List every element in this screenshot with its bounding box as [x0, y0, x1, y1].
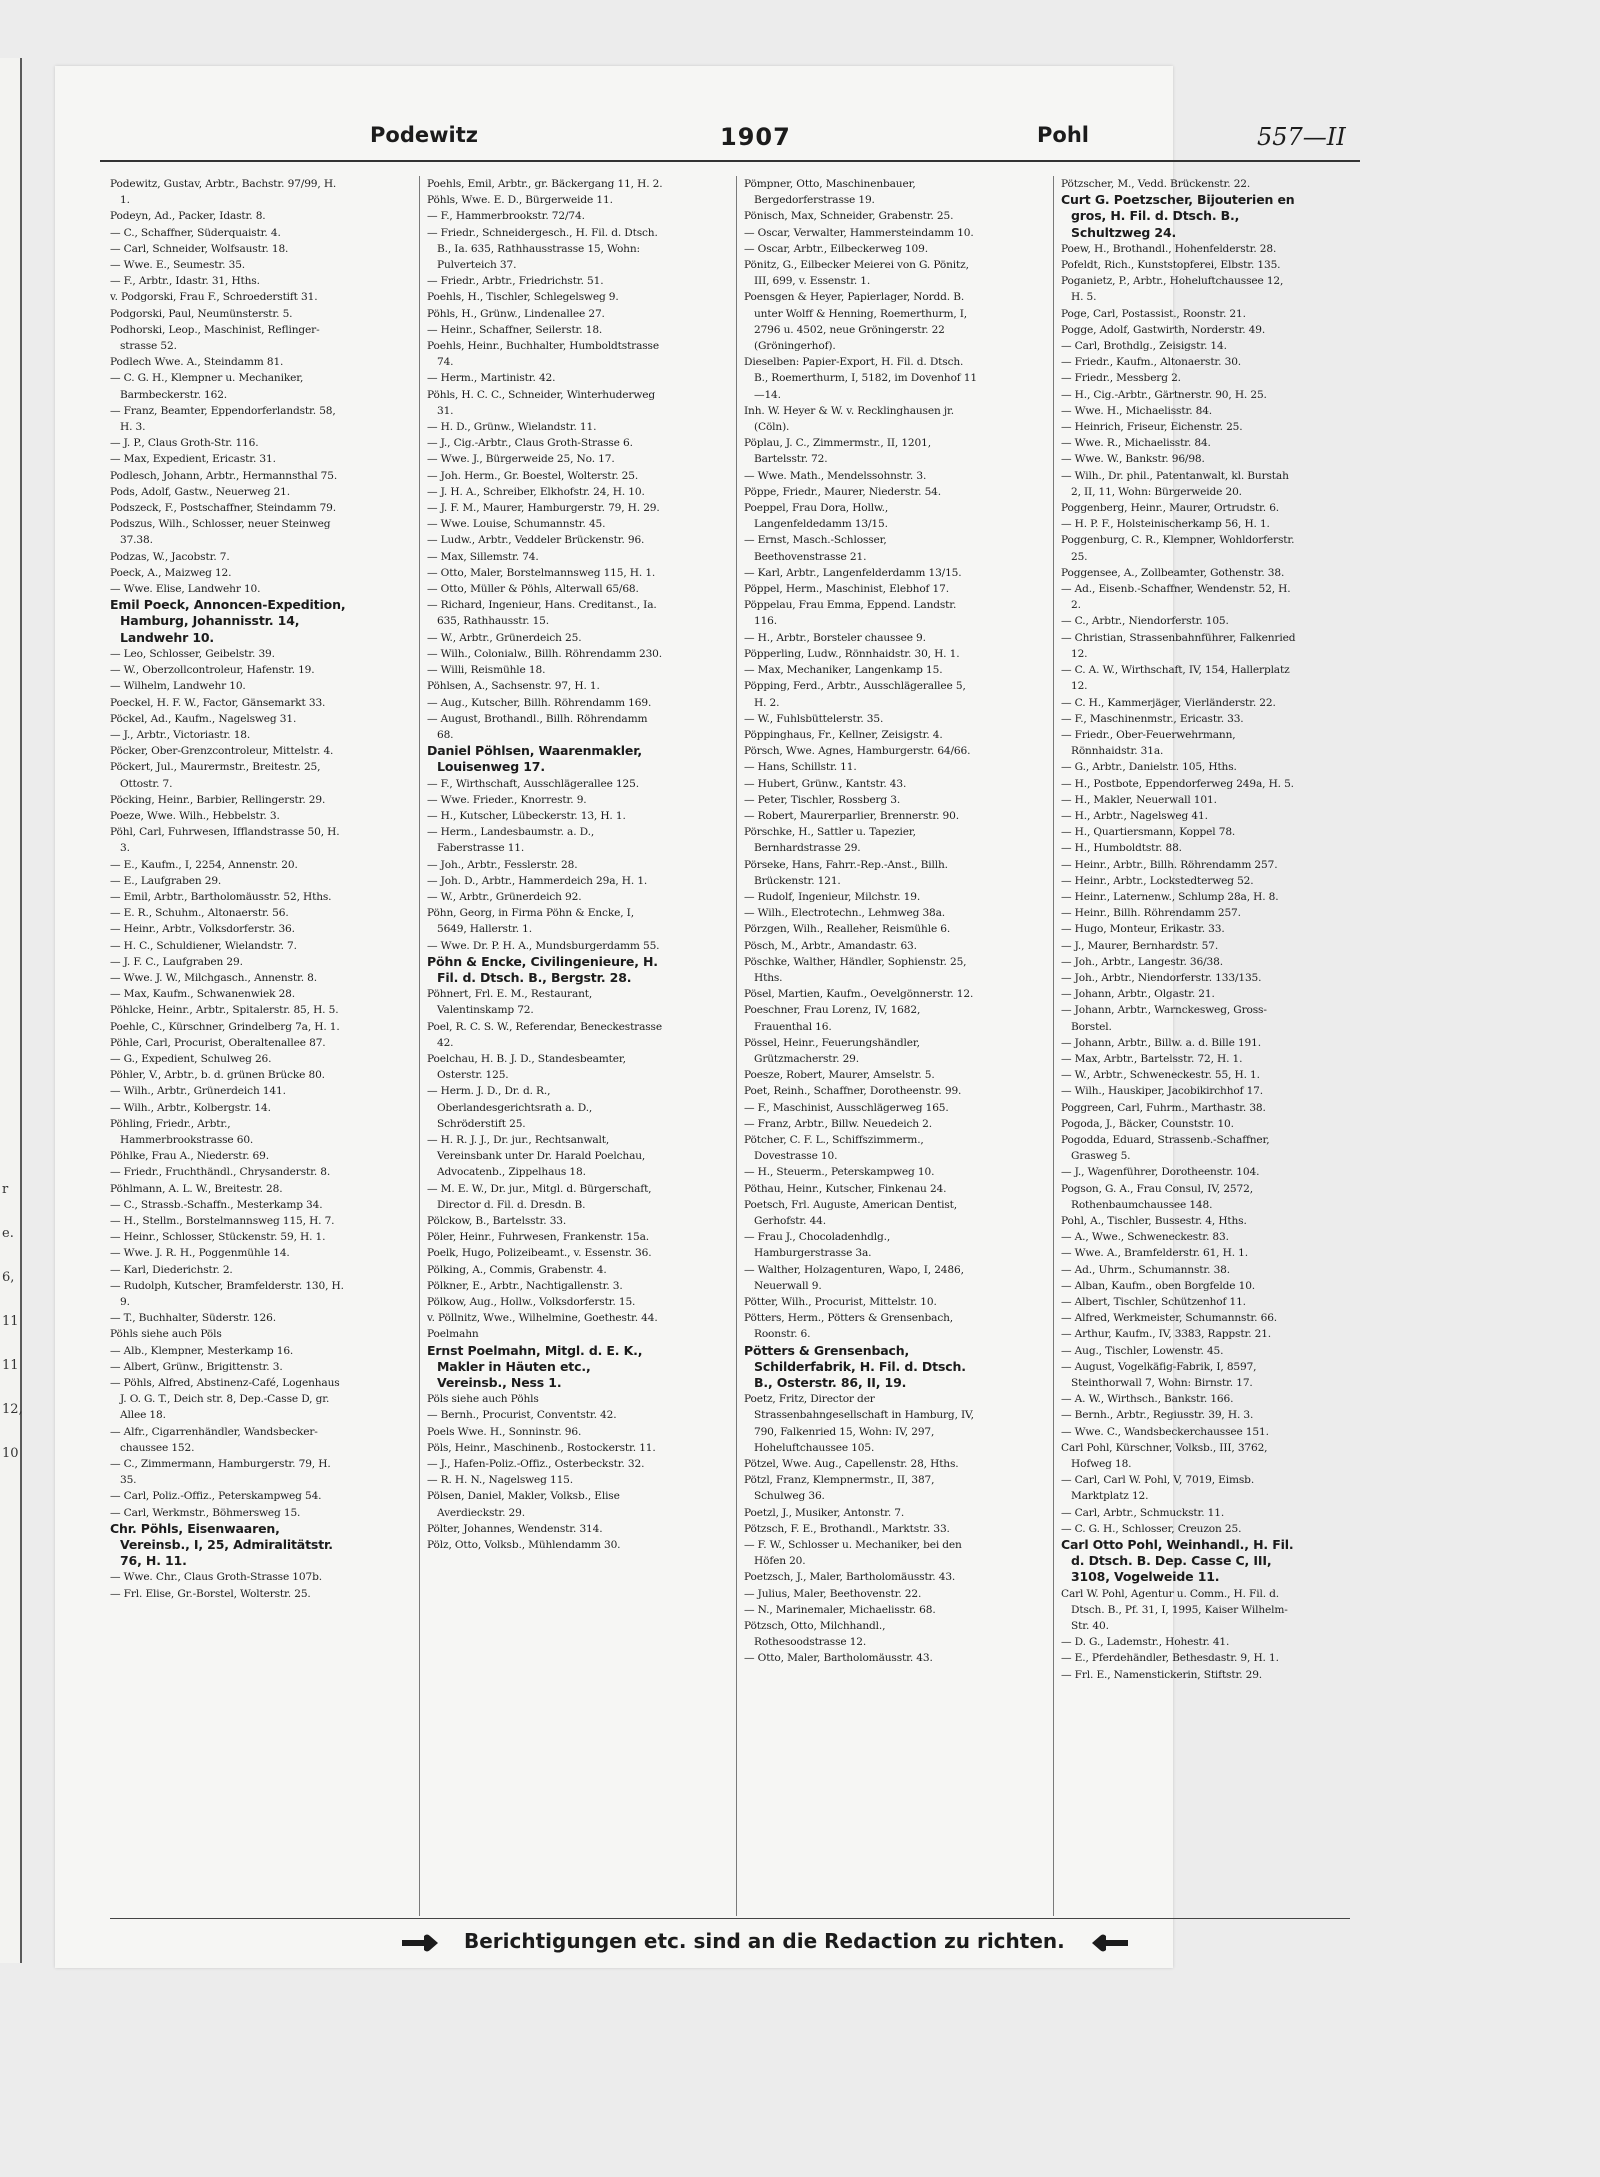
directory-entry: — E., Pferdehändler, Bethesdastr. 9, H. 1. — [1061, 1652, 1279, 1665]
directory-entry: — Wwe. Chr., Claus Groth-Strasse 107b. — [110, 1571, 322, 1584]
directory-entry: Podgorski, Paul, Neumünsterstr. 5. — [110, 307, 293, 320]
directory-entry: — H., Kutscher, Lübeckerstr. 13, H. 1. — [427, 809, 626, 822]
directory-entry: — Friedr., Fruchthändl., Chrysanderstr. 8. — [110, 1166, 331, 1179]
directory-entry: Pöhler, V., Arbtr., b. d. grünen Brücke 80. — [110, 1069, 325, 1082]
directory-entry: Poeschner, Frau Lorenz, IV, 1682, Frauenthal 16. — [744, 1004, 921, 1033]
directory-entry: — Carl, Brothdlg., Zeisigstr. 14. — [1061, 340, 1227, 353]
directory-entry: — F., Hammerbrookstr. 72/74. — [427, 210, 585, 223]
directory-entry: — W., Oberzollcontroleur, Hafenstr. 19. — [110, 664, 315, 677]
directory-entry: Pöhlsen, A., Sachsenstr. 97, H. 1. — [427, 680, 600, 693]
directory-entry: — W., Arbtr., Grünerdeich 25. — [427, 631, 582, 644]
directory-entry: — N., Marinemaler, Michaelisstr. 68. — [744, 1603, 936, 1616]
directory-entry: Poel, R. C. S. W., Referendar, Beneckestrasse 42. — [427, 1020, 662, 1049]
directory-entry: — Heinr., Arbtr., Lockstedterweg 52. — [1061, 874, 1254, 887]
adjacent-page-edge — [0, 58, 22, 1963]
directory-entry: Poetz, Fritz, Director der Strassenbahngesellschaft in Hamburg, IV, 790, Falkenried 15, Wohn: IV, 297, Hoheluftchaussee 105. — [744, 1393, 974, 1454]
directory-entry: — Joh. D., Arbtr., Hammerdeich 29a, H. 1. — [427, 874, 648, 887]
directory-entry: — Heinr., Arbtr., Billh. Röhrendamm 257. — [1061, 858, 1278, 871]
directory-entry: Pöhlcke, Heinr., Arbtr., Spitalerstr. 85, H. 5. — [110, 1004, 339, 1017]
pointing-hand-icon — [1090, 1932, 1130, 1954]
directory-entry: — H., Stellm., Borstelmannsweg 115, H. 7. — [110, 1215, 335, 1227]
header-year: 1907 — [720, 123, 791, 151]
directory-entry: — Karl, Diederichstr. 2. — [110, 1263, 233, 1276]
directory-entry: — Wwe. Math., Mendelssohnstr. 3. — [744, 469, 927, 482]
directory-entry: Pöpping, Ferd., Arbtr., Ausschlägerallee 5, H. 2. — [744, 680, 966, 709]
directory-entry: — Alfred, Werkmeister, Schumannstr. 66. — [1061, 1312, 1278, 1325]
adjacent-mark: 10 — [2, 1446, 19, 1461]
page-header — [100, 115, 1360, 155]
directory-entry: Pötcher, C. F. L., Schiffszimmerm., Dovestrasse 10. — [744, 1133, 924, 1163]
directory-entry: — Ad., Eisenb.-Schaffner, Wendenstr. 52, H. 2. — [1061, 583, 1291, 612]
directory-entry: Poetzl, J., Musiker, Antonstr. 7. — [744, 1506, 905, 1519]
directory-entry: — Wwe. E., Seumestr. 35. — [110, 259, 245, 272]
directory-entry: Poeckel, H. F. W., Factor, Gänsemarkt 33. — [110, 696, 326, 709]
directory-entry: Pölz, Otto, Volksb., Mühlendamm 30. — [427, 1539, 621, 1552]
directory-entry: — Wilh., Colonialw., Billh. Röhrendamm 230. — [427, 647, 662, 660]
directory-entry: — Joh., Arbtr., Niendorferstr. 133/135. — [1061, 971, 1262, 984]
directory-entry: — C., Strassb.-Schaffn., Mesterkamp 34. — [110, 1198, 323, 1211]
directory-column-2 — [427, 176, 663, 1916]
directory-entry: — August, Brothandl., Billh. Röhrendamm 68. — [427, 712, 648, 741]
directory-entry: Pösel, Martien, Kaufm., Oevelgönnerstr. 12. — [744, 988, 974, 1001]
directory-entry: — H., Quartiersmann, Koppel 78. — [1061, 826, 1236, 839]
directory-entry: Pötzsch, Otto, Milchhandl., Rothesoodstrasse 12. — [744, 1620, 886, 1649]
directory-entry: — F., Maschinenmstr., Ericastr. 33. — [1061, 712, 1244, 725]
directory-entry: — A., Wwe., Schweneckestr. 83. — [1061, 1231, 1229, 1244]
directory-entry: — Leo, Schlosser, Geibelstr. 39. — [110, 647, 275, 660]
directory-entry: — H., Steuerm., Peterskampweg 10. — [744, 1166, 935, 1179]
directory-entry: Inh. W. Heyer & W. v. Recklinghausen jr. (Cöln). — [744, 404, 954, 434]
directory-entry: — Wwe. J., Bürgerweide 25, No. 17. — [427, 453, 615, 466]
directory-entry: Poesze, Robert, Maurer, Amselstr. 5. — [744, 1069, 935, 1082]
directory-entry: — H., Humboldtstr. 88. — [1061, 842, 1182, 855]
directory-entry: Pölsen, Daniel, Makler, Volksb., Elise Averdieckstr. 29. — [427, 1490, 620, 1519]
directory-entry: Poeppel, Frau Dora, Hollw., Langenfeldedamm 13/15. — [744, 502, 889, 531]
directory-entry: Daniel Pöhlsen, Waarenmakler, Louisenweg 17. — [427, 743, 642, 775]
directory-entry: — Wwe. R., Michaelisstr. 84. — [1061, 437, 1211, 450]
directory-entry: Poehls, Heinr., Buchhalter, Humboldtstrasse 74. — [427, 340, 659, 369]
directory-entry: — Franz, Arbtr., Billw. Neuedeich 2. — [744, 1117, 932, 1130]
directory-entry: — Friedr., Arbtr., Friedrichstr. 51. — [427, 275, 604, 288]
directory-entry: Pöcker, Ober-Grenzcontroleur, Mittelstr. 4. — [110, 745, 334, 758]
directory-entry: — Christian, Strassenbahnführer, Falkenried 12. — [1061, 631, 1296, 660]
adjacent-mark: 12, — [2, 1402, 23, 1417]
directory-entry: Pötters & Grensenbach, Schilderfabrik, H. Fil. d. Dtsch. B., Osterstr. 86, II, 19. — [744, 1342, 966, 1391]
directory-entry: Poew, H., Brothandl., Hohenfelderstr. 28. — [1061, 242, 1277, 255]
directory-entry: Pöppinghaus, Fr., Kellner, Zeisigstr. 4. — [744, 728, 943, 741]
directory-entry: — Franz, Beamter, Eppendorferlandstr. 58, H. 3. — [110, 404, 336, 434]
directory-entry: — Oscar, Arbtr., Eilbeckerweg 109. — [744, 242, 928, 255]
directory-entry: — H., Cig.-Arbtr., Gärtnerstr. 90, H. 25. — [1061, 388, 1267, 401]
directory-entry: Pods, Adolf, Gastw., Neuerweg 21. — [110, 485, 290, 498]
directory-entry: — C., Arbtr., Niendorferstr. 105. — [1061, 615, 1229, 628]
directory-entry: Pöpperling, Ludw., Rönnhaidstr. 30, H. 1. — [744, 647, 960, 660]
directory-entry: Pöhlke, Frau A., Niederstr. 69. — [110, 1150, 269, 1163]
directory-entry: Pösch, M., Arbtr., Amandastr. 63. — [744, 939, 917, 952]
footer-notice: Berichtigungen etc. sind an die Redaction zu richten. — [464, 1929, 1065, 1953]
directory-entry: — J. F. M., Maurer, Hamburgerstr. 79, H. 29. — [427, 502, 660, 515]
directory-entry: — Emil, Arbtr., Bartholomäusstr. 52, Hths. — [110, 890, 332, 903]
directory-entry: Pöhls siehe auch Pöls — [110, 1328, 222, 1341]
directory-entry: — Bernh., Arbtr., Regiusstr. 39, H. 3. — [1061, 1409, 1254, 1422]
directory-entry: — Wwe. W., Bankstr. 96/98. — [1061, 453, 1205, 466]
directory-entry: Pogodda, Eduard, Strassenb.-Schaffner, Grasweg 5. — [1061, 1133, 1270, 1163]
directory-entry: — T., Buchhalter, Süderstr. 126. — [110, 1312, 276, 1325]
directory-entry: Pörseke, Hans, Fahrr.-Rep.-Anst., Billh. Brückenstr. 121. — [744, 858, 948, 887]
directory-entry: — H., Arbtr., Nagelsweg 41. — [1061, 809, 1208, 822]
directory-entry: Podzas, W., Jacobstr. 7. — [110, 550, 230, 563]
directory-entry: — Karl, Arbtr., Langenfelderdamm 13/15. — [744, 566, 962, 579]
directory-entry: Poggensee, A., Zollbeamter, Gothenstr. 38. — [1061, 566, 1285, 579]
directory-entry: Pöschke, Walther, Händler, Sophienstr. 25, Hths. — [744, 955, 967, 984]
directory-entry: — Herm., Martinistr. 42. — [427, 372, 556, 385]
directory-entry: — Alfr., Cigarrenhändler, Wandsbecker-chaussee 152. — [110, 1425, 318, 1454]
directory-entry: — C. A. W., Wirthschaft, IV, 154, Hallerplatz 12. — [1061, 664, 1290, 693]
directory-entry: Pöls, Heinr., Maschinenb., Rostockerstr. 11. — [427, 1441, 656, 1454]
directory-entry: — R. H. N., Nagelsweg 115. — [427, 1474, 573, 1487]
header-rule — [100, 160, 1360, 162]
page-number: 557—II — [1257, 123, 1346, 151]
directory-entry: Pofeldt, Rich., Kunststopferei, Elbstr. 135. — [1061, 259, 1281, 272]
directory-entry: — Joh. Herm., Gr. Boestel, Wolterstr. 25. — [427, 469, 639, 482]
directory-entry: v. Pöllnitz, Wwe., Wilhelmine, Goethestr. 44. — [427, 1312, 658, 1325]
directory-entry: — Max, Arbtr., Bartelsstr. 72, H. 1. — [1061, 1052, 1243, 1065]
directory-entry: — Hubert, Grünw., Kantstr. 43. — [744, 777, 907, 790]
directory-entry: — Wwe. J. W., Milchgasch., Annenstr. 8. — [110, 971, 317, 984]
directory-entry: Poge, Carl, Postassist., Roonstr. 21. — [1061, 307, 1246, 320]
directory-entry: — Johann, Arbtr., Olgastr. 21. — [1061, 988, 1215, 1001]
directory-entry: — Hans, Schillstr. 11. — [744, 761, 857, 774]
directory-entry: — Wwe. H., Michaelisstr. 84. — [1061, 404, 1213, 417]
directory-entry: — Walther, Holzagenturen, Wapo, I, 2486, Neuerwall 9. — [744, 1263, 964, 1292]
directory-entry: — Max, Expedient, Ericastr. 31. — [110, 453, 276, 466]
adjacent-mark: 11 — [2, 1358, 19, 1373]
directory-entry: — F., Arbtr., Idastr. 31, Hths. — [110, 275, 260, 288]
directory-entry: — Richard, Ingenieur, Hans. Creditanst., Ia. 635, Rathhausstr. 15. — [427, 599, 657, 628]
directory-entry: — Friedr., Kaufm., Altonaerstr. 30. — [1061, 356, 1242, 369]
directory-entry: Pöhls, H., Grünw., Lindenallee 27. — [427, 307, 605, 320]
directory-entry: Pöppelau, Frau Emma, Eppend. Landstr. 116. — [744, 599, 957, 628]
directory-entry: — Wwe. Louise, Schumannstr. 45. — [427, 518, 606, 531]
directory-entry: Pöppel, Herm., Maschinist, Elebhof 17. — [744, 583, 949, 596]
directory-entry: Pölckow, B., Bartelsstr. 33. — [427, 1215, 567, 1227]
directory-entry: — H. D., Grünw., Wielandstr. 11. — [427, 421, 597, 434]
directory-entry: — Robert, Maurerparlier, Brennerstr. 90. — [744, 809, 959, 822]
directory-entry: Podewitz, Gustav, Arbtr., Bachstr. 97/99, H. 1. — [110, 178, 337, 207]
directory-entry: Pöls siehe auch Pöhls — [427, 1393, 539, 1406]
directory-entry: Podlech Wwe. A., Steindamm 81. — [110, 356, 284, 369]
directory-entry: — Albert, Grünw., Brigittenstr. 3. — [110, 1360, 283, 1373]
directory-entry: — G., Expedient, Schulweg 26. — [110, 1052, 272, 1065]
directory-entry: — W., Fuhlsbüttelerstr. 35. — [744, 712, 884, 725]
directory-entry: Pömpner, Otto, Maschinenbauer, Bergedorferstrasse 19. — [744, 178, 916, 207]
header-left-keyword: Podewitz — [370, 123, 478, 147]
directory-entry: Chr. Pöhls, Eisenwaaren, Vereinsb., I, 25, Admiralitätstr. 76, H. 11. — [110, 1520, 333, 1569]
directory-entry: — Heinr., Laternenw., Schlump 28a, H. 8. — [1061, 890, 1279, 903]
directory-entry: — Wwe. Dr. P. H. A., Mundsburgerdamm 55. — [427, 939, 660, 952]
pointing-hand-icon — [400, 1932, 440, 1954]
directory-entry: Pötters, Herm., Pötters & Grensenbach, Roonstr. 6. — [744, 1312, 954, 1341]
column-divider — [1053, 176, 1054, 1916]
directory-entry: — W., Arbtr., Grünerdeich 92. — [427, 890, 582, 903]
directory-entry: — Heinr., Schlosser, Stückenstr. 59, H. 1. — [110, 1231, 326, 1244]
directory-entry: Pöhn & Encke, Civilingenieure, H. Fil. d. Dtsch. B., Bergstr. 28. — [427, 953, 658, 985]
directory-entry: Pötzscher, M., Vedd. Brückenstr. 22. — [1061, 178, 1251, 190]
directory-entry: — Alban, Kaufm., oben Borgfelde 10. — [1061, 1279, 1255, 1292]
directory-entry: — Wilh., Dr. phil., Patentanwalt, kl. Burstah 2, II, 11, Wohn: Bürgerweide 20. — [1061, 469, 1289, 498]
directory-entry: Poetsch, Frl. Auguste, American Dentist, Gerhofstr. 44. — [744, 1198, 957, 1227]
directory-entry: — Julius, Maler, Beethovenstr. 22. — [744, 1587, 922, 1600]
directory-entry: — Pöhls, Alfred, Abstinenz-Café, Logenhaus J. O. G. T., Deich str. 8, Dep.-Casse D, gr. Allee 18. — [110, 1377, 340, 1422]
directory-entry: Pössel, Heinr., Feuerungshändler, Grützmacherstr. 29. — [744, 1036, 920, 1065]
directory-entry: Podlesch, Johann, Arbtr., Hermannsthal 75. — [110, 469, 338, 482]
directory-entry: — C. G. H., Schlosser, Creuzon 25. — [1061, 1522, 1242, 1535]
directory-entry: Pöhnert, Frl. E. M., Restaurant, Valentinskamp 72. — [427, 988, 593, 1017]
directory-entry: — Willi, Reismühle 18. — [427, 664, 546, 677]
directory-entry: — Carl, Arbtr., Schmuckstr. 11. — [1061, 1506, 1225, 1519]
directory-entry: — D. G., Lademstr., Hohestr. 41. — [1061, 1636, 1230, 1649]
directory-entry: — J., Maurer, Bernhardstr. 57. — [1061, 939, 1219, 952]
directory-entry: — F. W., Schlosser u. Mechaniker, bei den Höfen 20. — [744, 1539, 962, 1568]
directory-entry: — Wilh., Hauskiper, Jacobikirchhof 17. — [1061, 1085, 1263, 1098]
directory-column-1 — [110, 176, 346, 1916]
directory-entry: — Otto, Maler, Borstelmannsweg 115, H. 1. — [427, 566, 656, 579]
directory-entry: Pötzel, Wwe. Aug., Capellenstr. 28, Hths. — [744, 1458, 959, 1471]
directory-entry: — H. C., Schuldiener, Wielandstr. 7. — [110, 939, 297, 952]
directory-entry: — J., Cig.-Arbtr., Claus Groth-Strasse 6. — [427, 437, 633, 450]
directory-entry: Pöhn, Georg, in Firma Pöhn & Encke, I, 5649, Hallerstr. 1. — [427, 907, 634, 936]
footer-rule — [110, 1918, 1350, 1919]
directory-entry: Poet, Reinh., Schaffner, Dorotheenstr. 99. — [744, 1085, 962, 1098]
directory-entry: Poggenberg, Heinr., Maurer, Ortrudstr. 6. — [1061, 502, 1279, 515]
directory-entry: — Frl. E., Namenstickerin, Stiftstr. 29. — [1061, 1668, 1263, 1681]
directory-column-3 — [744, 176, 980, 1916]
directory-entry: — Wilh., Electrotechn., Lehmweg 38a. — [744, 907, 946, 920]
directory-entry: v. Podgorski, Frau F., Schroederstift 31. — [110, 291, 318, 304]
directory-entry: Pölkow, Aug., Hollw., Volksdorferstr. 15. — [427, 1296, 636, 1309]
directory-entry: — H., Makler, Neuerwall 101. — [1061, 793, 1217, 806]
directory-entry: — Aug., Kutscher, Billh. Röhrendamm 169. — [427, 696, 652, 709]
directory-entry: — Herm. J. D., Dr. d. R., Oberlandesgerichtsrath a. D., Schröderstift 25. — [427, 1085, 593, 1130]
directory-entry: Pöhlmann, A. L. W., Breitestr. 28. — [110, 1182, 283, 1195]
directory-entry: Pöplau, J. C., Zimmermstr., II, 1201, Bartelsstr. 72. — [744, 437, 931, 466]
directory-entry: — Max, Sillemstr. 74. — [427, 550, 539, 563]
directory-entry: — Carl, Schneider, Wolfsaustr. 18. — [110, 242, 289, 255]
adjacent-mark: e. — [2, 1226, 14, 1241]
directory-entry: — Alb., Klempner, Mesterkamp 16. — [110, 1344, 294, 1357]
directory-entry: — H., Arbtr., Borsteler chaussee 9. — [744, 631, 926, 644]
directory-entry: — Hugo, Monteur, Erikastr. 33. — [1061, 923, 1225, 936]
directory-entry: — Oscar, Verwalter, Hammersteindamm 10. — [744, 226, 974, 239]
directory-entry: — Joh., Arbtr., Langestr. 36/38. — [1061, 955, 1223, 968]
directory-entry: Poelmahn — [427, 1328, 479, 1341]
directory-entry: Pöhl, Carl, Fuhrwesen, Ifflandstrasse 50, H. 3. — [110, 826, 340, 855]
directory-entry: — Ernst, Masch.-Schlosser, Beethovenstrasse 21. — [744, 534, 887, 563]
directory-entry: Pöhling, Friedr., Arbtr., Hammerbrookstrasse 60. — [110, 1117, 254, 1146]
directory-entry: Pöler, Heinr., Fuhrwesen, Frankenstr. 15a. — [427, 1231, 650, 1244]
directory-entry: Pogson, G. A., Frau Consul, IV, 2572, Rothenbaumchaussee 148. — [1061, 1182, 1253, 1211]
directory-entry: Curt G. Poetzscher, Bijouterien en gros, H. Fil. d. Dtsch. B., Schultzweg 24. — [1061, 192, 1295, 240]
directory-entry: Pogge, Adolf, Gastwirth, Norderstr. 49. — [1061, 323, 1266, 336]
directory-entry: Poehls, H., Tischler, Schlegelsweg 9. — [427, 291, 619, 304]
adjacent-mark: 11 — [2, 1314, 19, 1329]
directory-entry: Poelk, Hugo, Polizeibeamt., v. Essenstr. 36. — [427, 1247, 652, 1260]
directory-entry: Pöthau, Heinr., Kutscher, Finkenau 24. — [744, 1182, 947, 1195]
directory-entry: Pötzsch, F. E., Brothandl., Marktstr. 33. — [744, 1522, 950, 1535]
directory-entry: — Heinr., Billh. Röhrendamm 257. — [1061, 907, 1241, 920]
directory-entry: Pölter, Johannes, Wendenstr. 314. — [427, 1522, 603, 1535]
directory-entry: — A. W., Wirthsch., Bankstr. 166. — [1061, 1393, 1234, 1406]
directory-entry: Carl Pohl, Kürschner, Volksb., III, 3762, Hofweg 18. — [1061, 1441, 1268, 1471]
directory-entry: Pöckel, Ad., Kaufm., Nagelsweg 31. — [110, 712, 297, 725]
directory-entry: — Arthur, Kaufm., IV, 3383, Rappstr. 21. — [1061, 1328, 1272, 1341]
directory-entry: — Friedr., Messberg 2. — [1061, 372, 1181, 385]
directory-entry: — Aug., Tischler, Lowenstr. 45. — [1061, 1344, 1224, 1357]
directory-entry: Podhorski, Leop., Maschinist, Reflinger-strasse 52. — [110, 323, 320, 353]
directory-entry: Poehle, C., Kürschner, Grindelberg 7a, H. 1. — [110, 1020, 340, 1033]
directory-entry: — J., Hafen-Poliz.-Offiz., Osterbeckstr. 32. — [427, 1458, 645, 1471]
directory-entry: — Carl, Carl W. Pohl, V, 7019, Eimsb. Marktplatz 12. — [1061, 1474, 1255, 1503]
directory-entry: Pöcking, Heinr., Barbier, Rellingerstr. 29. — [110, 793, 326, 806]
directory-entry: Pötzl, Franz, Klempnermstr., II, 387, Schulweg 36. — [744, 1474, 935, 1503]
directory-entry: — Max, Kaufm., Schwanenwiek 28. — [110, 988, 295, 1001]
directory-entry: — Wwe. C., Wandsbeckerchaussee 151. — [1061, 1425, 1269, 1438]
directory-entry: — Carl, Werkmstr., Böhmersweg 15. — [110, 1506, 301, 1519]
directory-entry: Pöhle, Carl, Procurist, Oberaltenallee 87. — [110, 1036, 326, 1049]
directory-entry: Podeyn, Ad., Packer, Idastr. 8. — [110, 210, 266, 223]
directory-entry: Poehls, Emil, Arbtr., gr. Bäckergang 11, H. 2. — [427, 178, 663, 190]
directory-entry: Pölkner, E., Arbtr., Nachtigallenstr. 3. — [427, 1279, 623, 1292]
adjacent-mark: 6, — [2, 1270, 15, 1285]
directory-entry: — Otto, Maler, Bartholomäusstr. 43. — [744, 1652, 933, 1665]
directory-entry: — F., Wirthschaft, Ausschlägerallee 125. — [427, 777, 639, 790]
directory-entry: Pohl, A., Tischler, Bussestr. 4, Hths. — [1061, 1215, 1247, 1227]
directory-entry: — Wwe. J. R. H., Poggenmühle 14. — [110, 1247, 290, 1260]
directory-entry: Pogoda, J., Bäcker, Counststr. 10. — [1061, 1117, 1234, 1130]
directory-entry: Podszeck, F., Postschaffner, Steindamm 79. — [110, 502, 336, 515]
directory-entry: Emil Poeck, Annoncen-Expedition, Hamburg, Johannisstr. 14, Landwehr 10. — [110, 597, 346, 645]
directory-entry: Pöhls, Wwe. E. D., Bürgerweide 11. — [427, 194, 613, 207]
directory-entry: — H., Postbote, Eppendorferweg 249a, H. 5. — [1061, 777, 1294, 790]
directory-entry: Dieselben: Papier-Export, H. Fil. d. Dtsch. B., Roemerthurm, I, 5182, im Dovenhof 11—14. — [744, 356, 977, 401]
directory-entry: Pöppe, Friedr., Maurer, Niederstr. 54. — [744, 485, 941, 498]
directory-entry: — Ad., Uhrm., Schumannstr. 38. — [1061, 1263, 1230, 1276]
directory-column-4 — [1061, 176, 1297, 1916]
directory-entry: — E., Kaufm., I, 2254, Annenstr. 20. — [110, 858, 298, 871]
directory-entry: — F., Maschinist, Ausschlägerweg 165. — [744, 1101, 949, 1114]
directory-entry: — E., Laufgraben 29. — [110, 874, 222, 887]
directory-entry: Pönitz, G., Eilbecker Meierei von G. Pönitz, III, 699, v. Essenstr. 1. — [744, 259, 969, 288]
directory-entry: — E. R., Schuhm., Altonaerstr. 56. — [110, 907, 289, 920]
directory-entry: Poensgen & Heyer, Papierlager, Nordd. B. unter Wolff & Henning, Roemerthurm, I, 2796 u. 4502, neue Gröningerstr. 22 (Gröningerhof). — [744, 291, 968, 353]
directory-entry: — Johann, Arbtr., Billw. a. d. Bille 191. — [1061, 1036, 1261, 1049]
directory-entry: Poeck, A., Maizweg 12. — [110, 566, 232, 579]
directory-entry: Pörsch, Wwe. Agnes, Hamburgerstr. 64/66. — [744, 745, 971, 758]
directory-entry: — W., Arbtr., Schweneckestr. 55, H. 1. — [1061, 1069, 1260, 1082]
adjacent-mark: r — [2, 1182, 9, 1197]
directory-entry: — Wilh., Arbtr., Grünerdeich 141. — [110, 1085, 286, 1098]
directory-entry: — Ludw., Arbtr., Veddeler Brückenstr. 96. — [427, 534, 645, 547]
directory-entry: Podszus, Wilh., Schlosser, neuer Steinweg 37.38. — [110, 518, 331, 547]
directory-entry: Poetzsch, J., Maler, Bartholomäusstr. 43. — [744, 1571, 956, 1584]
directory-entry: — Frl. Elise, Gr.-Borstel, Wolterstr. 25. — [110, 1587, 311, 1600]
directory-entry: — C., Zimmermann, Hamburgerstr. 79, H. 35. — [110, 1458, 331, 1487]
page-footer — [400, 1928, 1190, 1962]
directory-entry: Pörzgen, Wilh., Realleher, Reismühle 6. — [744, 923, 951, 936]
directory-entry: — J. H. A., Schreiber, Elkhofstr. 24, H. 10. — [427, 485, 645, 498]
directory-entry: — Otto, Müller & Pöhls, Alterwall 65/68. — [427, 583, 639, 596]
directory-entry: Pörschke, H., Sattler u. Tapezier, Bernhardstrasse 29. — [744, 826, 916, 855]
directory-entry: — Carl, Poliz.-Offiz., Peterskampweg 54. — [110, 1490, 322, 1503]
directory-entry: — Wwe. A., Bramfelderstr. 61, H. 1. — [1061, 1247, 1248, 1260]
directory-entry: — C. H., Kammerjäger, Vierländerstr. 22. — [1061, 696, 1276, 709]
directory-entry: — H. P. F., Holsteinischerkamp 56, H. 1. — [1061, 518, 1270, 531]
directory-entry: — Albert, Tischler, Schützenhof 11. — [1061, 1296, 1246, 1309]
directory-entry: Pötter, Wilh., Procurist, Mittelstr. 10. — [744, 1296, 937, 1309]
directory-entry: — Joh., Arbtr., Fesslerstr. 28. — [427, 858, 578, 871]
directory-entry: Pölking, A., Commis, Grabenstr. 4. — [427, 1263, 607, 1276]
directory-entry: — Rudolph, Kutscher, Bramfelderstr. 130, H. 9. — [110, 1279, 344, 1309]
directory-entry: — H. R. J. J., Dr. jur., Rechtsanwalt, Vereinsbank unter Dr. Harald Poelchau, Advocatenb., Zippelhaus 18. — [427, 1133, 646, 1179]
directory-entry: Ernst Poelmahn, Mitgl. d. E. K., Makler in Häuten etc., Vereinsb., Ness 1. — [427, 1342, 643, 1391]
directory-entry: Carl Otto Pohl, Weinhandl., H. Fil. d. Dtsch. B. Dep. Casse C, III, 3108, Vogelweide 11. — [1061, 1537, 1294, 1585]
directory-entry: Pöhls, H. C. C., Schneider, Winterhuderweg 31. — [427, 388, 655, 417]
directory-entry: — Rudolf, Ingenieur, Milchstr. 19. — [744, 890, 921, 903]
directory-entry: — Heinrich, Friseur, Eichenstr. 25. — [1061, 421, 1243, 434]
directory-entry: — Heinr., Arbtr., Volksdorferstr. 36. — [110, 923, 295, 936]
directory-entry: — Wilhelm, Landwehr 10. — [110, 680, 246, 693]
directory-entry: — G., Arbtr., Danielstr. 105, Hths. — [1061, 761, 1237, 774]
header-right-keyword: Pohl — [1037, 123, 1089, 147]
directory-entry: Poggreen, Carl, Fuhrm., Marthastr. 38. — [1061, 1101, 1266, 1114]
directory-entry: Poggenburg, C. R., Klempner, Wohldorferstr. 25. — [1061, 534, 1295, 563]
directory-entry: — Peter, Tischler, Rossberg 3. — [744, 793, 901, 806]
adjacent-page-marks — [2, 1168, 23, 1476]
directory-entry: — J. P., Claus Groth-Str. 116. — [110, 437, 259, 450]
directory-entry: Pöckert, Jul., Maurermstr., Breitestr. 25, Ottostr. 7. — [110, 761, 321, 790]
directory-entry: — Wwe. Elise, Landwehr 10. — [110, 583, 261, 596]
directory-entry: — Bernh., Procurist, Conventstr. 42. — [427, 1409, 617, 1422]
directory-entry: — Herm., Landesbaumstr. a. D., Faberstrasse 11. — [427, 826, 595, 855]
directory-entry: — C., Schaffner, Süderquaistr. 4. — [110, 226, 281, 239]
directory-entry: Poeze, Wwe. Wilh., Hebbelstr. 3. — [110, 809, 280, 822]
directory-entry: — Wilh., Arbtr., Kolbergstr. 14. — [110, 1101, 271, 1114]
directory-entry: — Johann, Arbtr., Warnckesweg, Gross-Borstel. — [1061, 1004, 1267, 1033]
directory-entry: — Friedr., Ober-Feuerwehrmann, Rönnhaidstr. 31a. — [1061, 728, 1236, 758]
directory-entry: — Wwe. Frieder., Knorrestr. 9. — [427, 793, 587, 806]
directory-entry: — C. G. H., Klempner u. Mechaniker, Barmbeckerstr. 162. — [110, 372, 304, 401]
directory-entry: — Heinr., Schaffner, Seilerstr. 18. — [427, 323, 603, 336]
directory-entry: — J. F. C., Laufgraben 29. — [110, 955, 243, 968]
directory-entry: Carl W. Pohl, Agentur u. Comm., H. Fil. d. Dtsch. B., Pf. 31, I, 1995, Kaiser Wilhelm-Str. 40. — [1061, 1587, 1288, 1633]
directory-entry: — August, Vogelkäfig-Fabrik, I, 8597, Steinthorwall 7, Wohn: Birnstr. 17. — [1061, 1360, 1257, 1390]
directory-entry: — Frau J., Chocoladenhdlg., Hamburgerstrasse 3a. — [744, 1231, 891, 1260]
directory-entry: Poels Wwe. H., Sonninstr. 96. — [427, 1425, 582, 1438]
directory-entry: — M. E. W., Dr. jur., Mitgl. d. Bürgerschaft, Director d. Fil. d. Dresdn. B. — [427, 1182, 652, 1211]
directory-entry: — J., Arbtr., Victoriastr. 18. — [110, 728, 251, 741]
directory-entry: Poelchau, H. B. J. D., Standesbeamter, Osterstr. 125. — [427, 1052, 626, 1082]
directory-entry: Pönisch, Max, Schneider, Grabenstr. 25. — [744, 210, 954, 223]
directory-entry: — Max, Mechaniker, Langenkamp 15. — [744, 664, 943, 677]
column-divider — [419, 176, 420, 1916]
directory-entry: Poganietz, P., Arbtr., Hoheluftchaussee 12, H. 5. — [1061, 275, 1284, 304]
directory-entry: — J., Wagenführer, Dorotheenstr. 104. — [1061, 1166, 1260, 1179]
column-divider — [736, 176, 737, 1916]
directory-entry: — Friedr., Schneidergesch., H. Fil. d. Dtsch. B., Ia. 635, Rathhausstrasse 15, Wohn: Pulverteich 37. — [427, 226, 658, 272]
